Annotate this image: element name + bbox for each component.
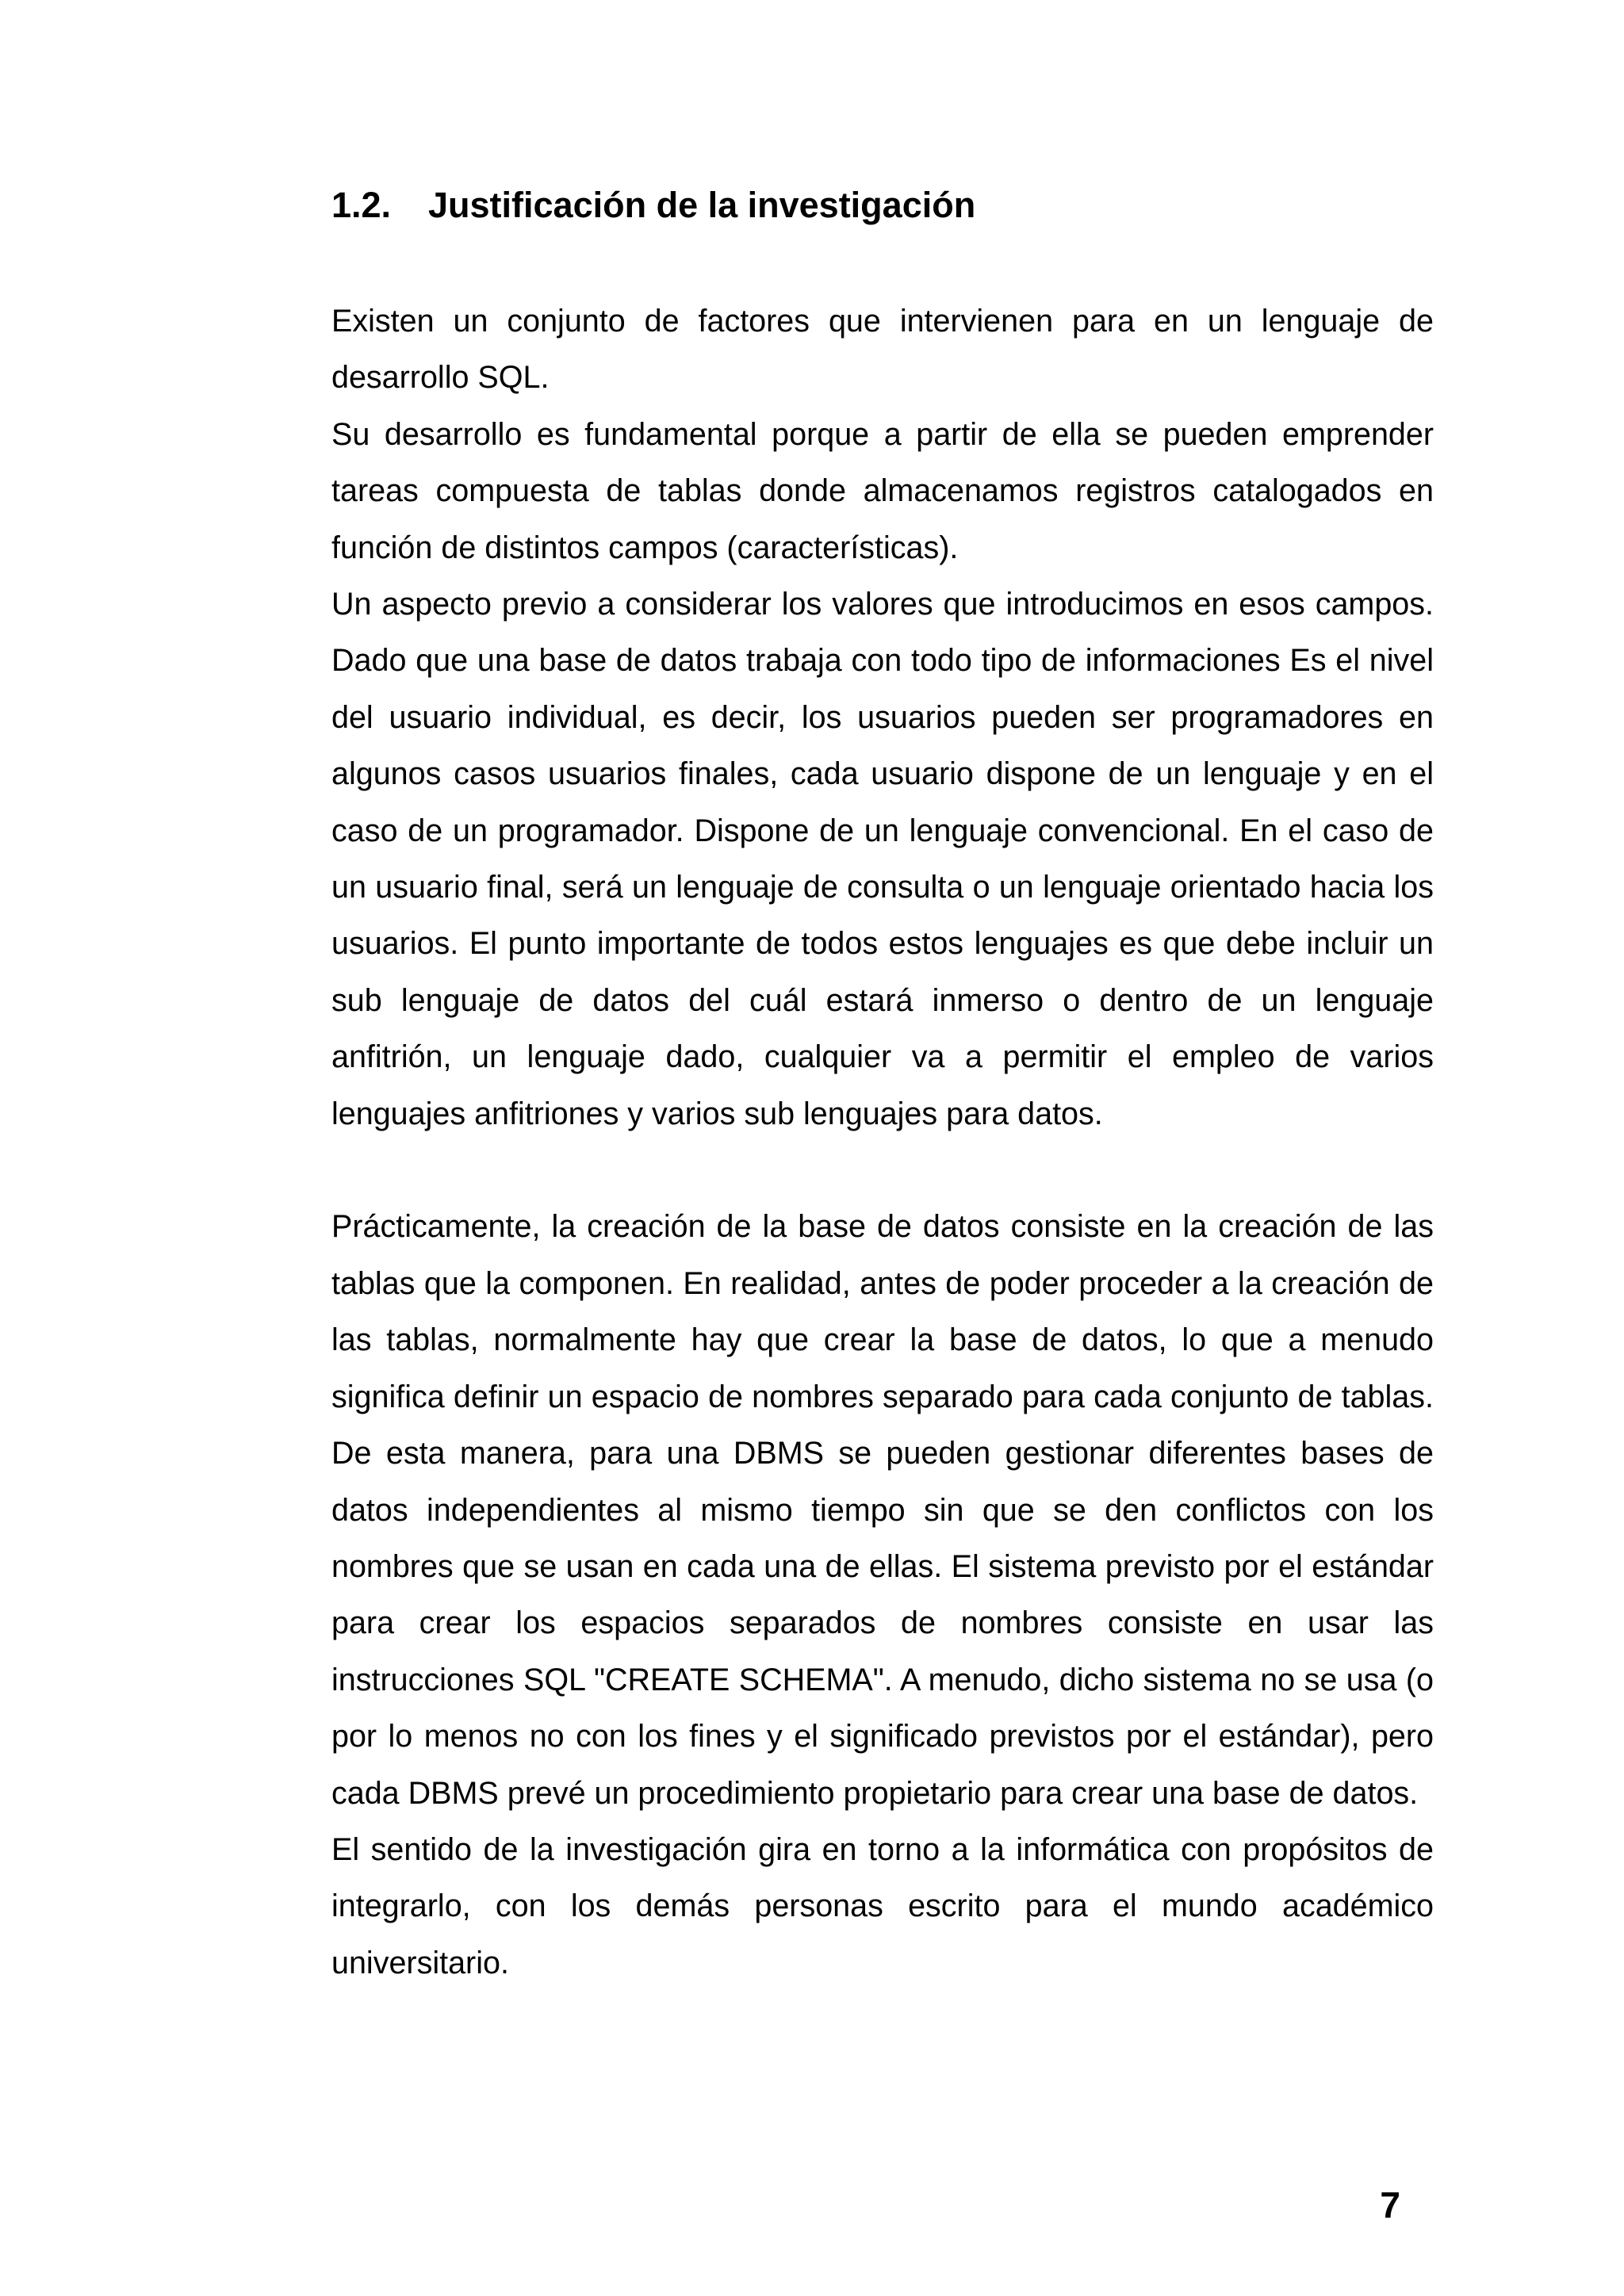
paragraph-spacer xyxy=(331,1142,1434,1199)
section-number: 1.2. xyxy=(331,185,392,225)
page-number: 7 xyxy=(1380,2184,1400,2225)
paragraph: Su desarrollo es fundamental porque a partir de ella se pueden emprender tareas compuesta de tablas donde almacenamos registros catalogados en función de distintos campos (características). xyxy=(331,416,1434,565)
section-title: Justificación de la investigación xyxy=(428,185,976,225)
paragraph: El sentido de la investigación gira en torno a la informática con propósitos de integrarlo, con los demás personas escrito para el mundo académico universitario. xyxy=(331,1831,1434,1980)
paragraph: Prácticamente, la creación de la base de datos consiste en la creación de las tablas que la componen. En realidad, antes de poder proceder a la creación de las tablas, normalmente hay que crear la base de datos, lo que a menudo significa definir un espacio de nombres separado para cada conjunto de tablas. De esta manera, para una DBMS se pueden gestionar diferentes bases de datos independientes al mismo tiempo sin que se den conflictos con los nombres que se usan en cada una de ellas. El sistema previsto por el estándar para crear los espacios separados de nombres consiste en usar las instrucciones SQL "CREATE SCHEMA". A menudo, dicho sistema no se usa (o por lo menos no con los fines y el significado previstos por el estándar), pero cada DBMS prevé un procedimiento propietario para crear una base de datos. xyxy=(331,1209,1434,1811)
paragraph: Un aspecto previo a considerar los valores que introducimos en esos campos. Dado que una base de datos trabaja con todo tipo de informaciones Es el nivel del usuario individual, es decir, los usuarios pueden ser programadores en algunos casos usuarios finales, cada usuario dispone de un lenguaje y en el caso de un programador. Dispone de un lenguaje convencional. En el caso de un usuario final, será un lenguaje de consulta o un lenguaje orientado hacia los usuarios. El punto importante de todos estos lenguajes es que debe incluir un sub lenguaje de datos del cuál estará inmerso o dentro de un lenguaje anfitrión, un lenguaje dado, cualquier va a permitir el empleo de varios lenguajes anfitriones y varios sub lenguajes para datos. xyxy=(331,587,1434,1131)
section-heading xyxy=(331,184,975,227)
paragraph: Existen un conjunto de factores que intervienen para en un lenguaje de desarrollo SQL. xyxy=(331,304,1434,396)
body-text xyxy=(331,293,1434,1992)
